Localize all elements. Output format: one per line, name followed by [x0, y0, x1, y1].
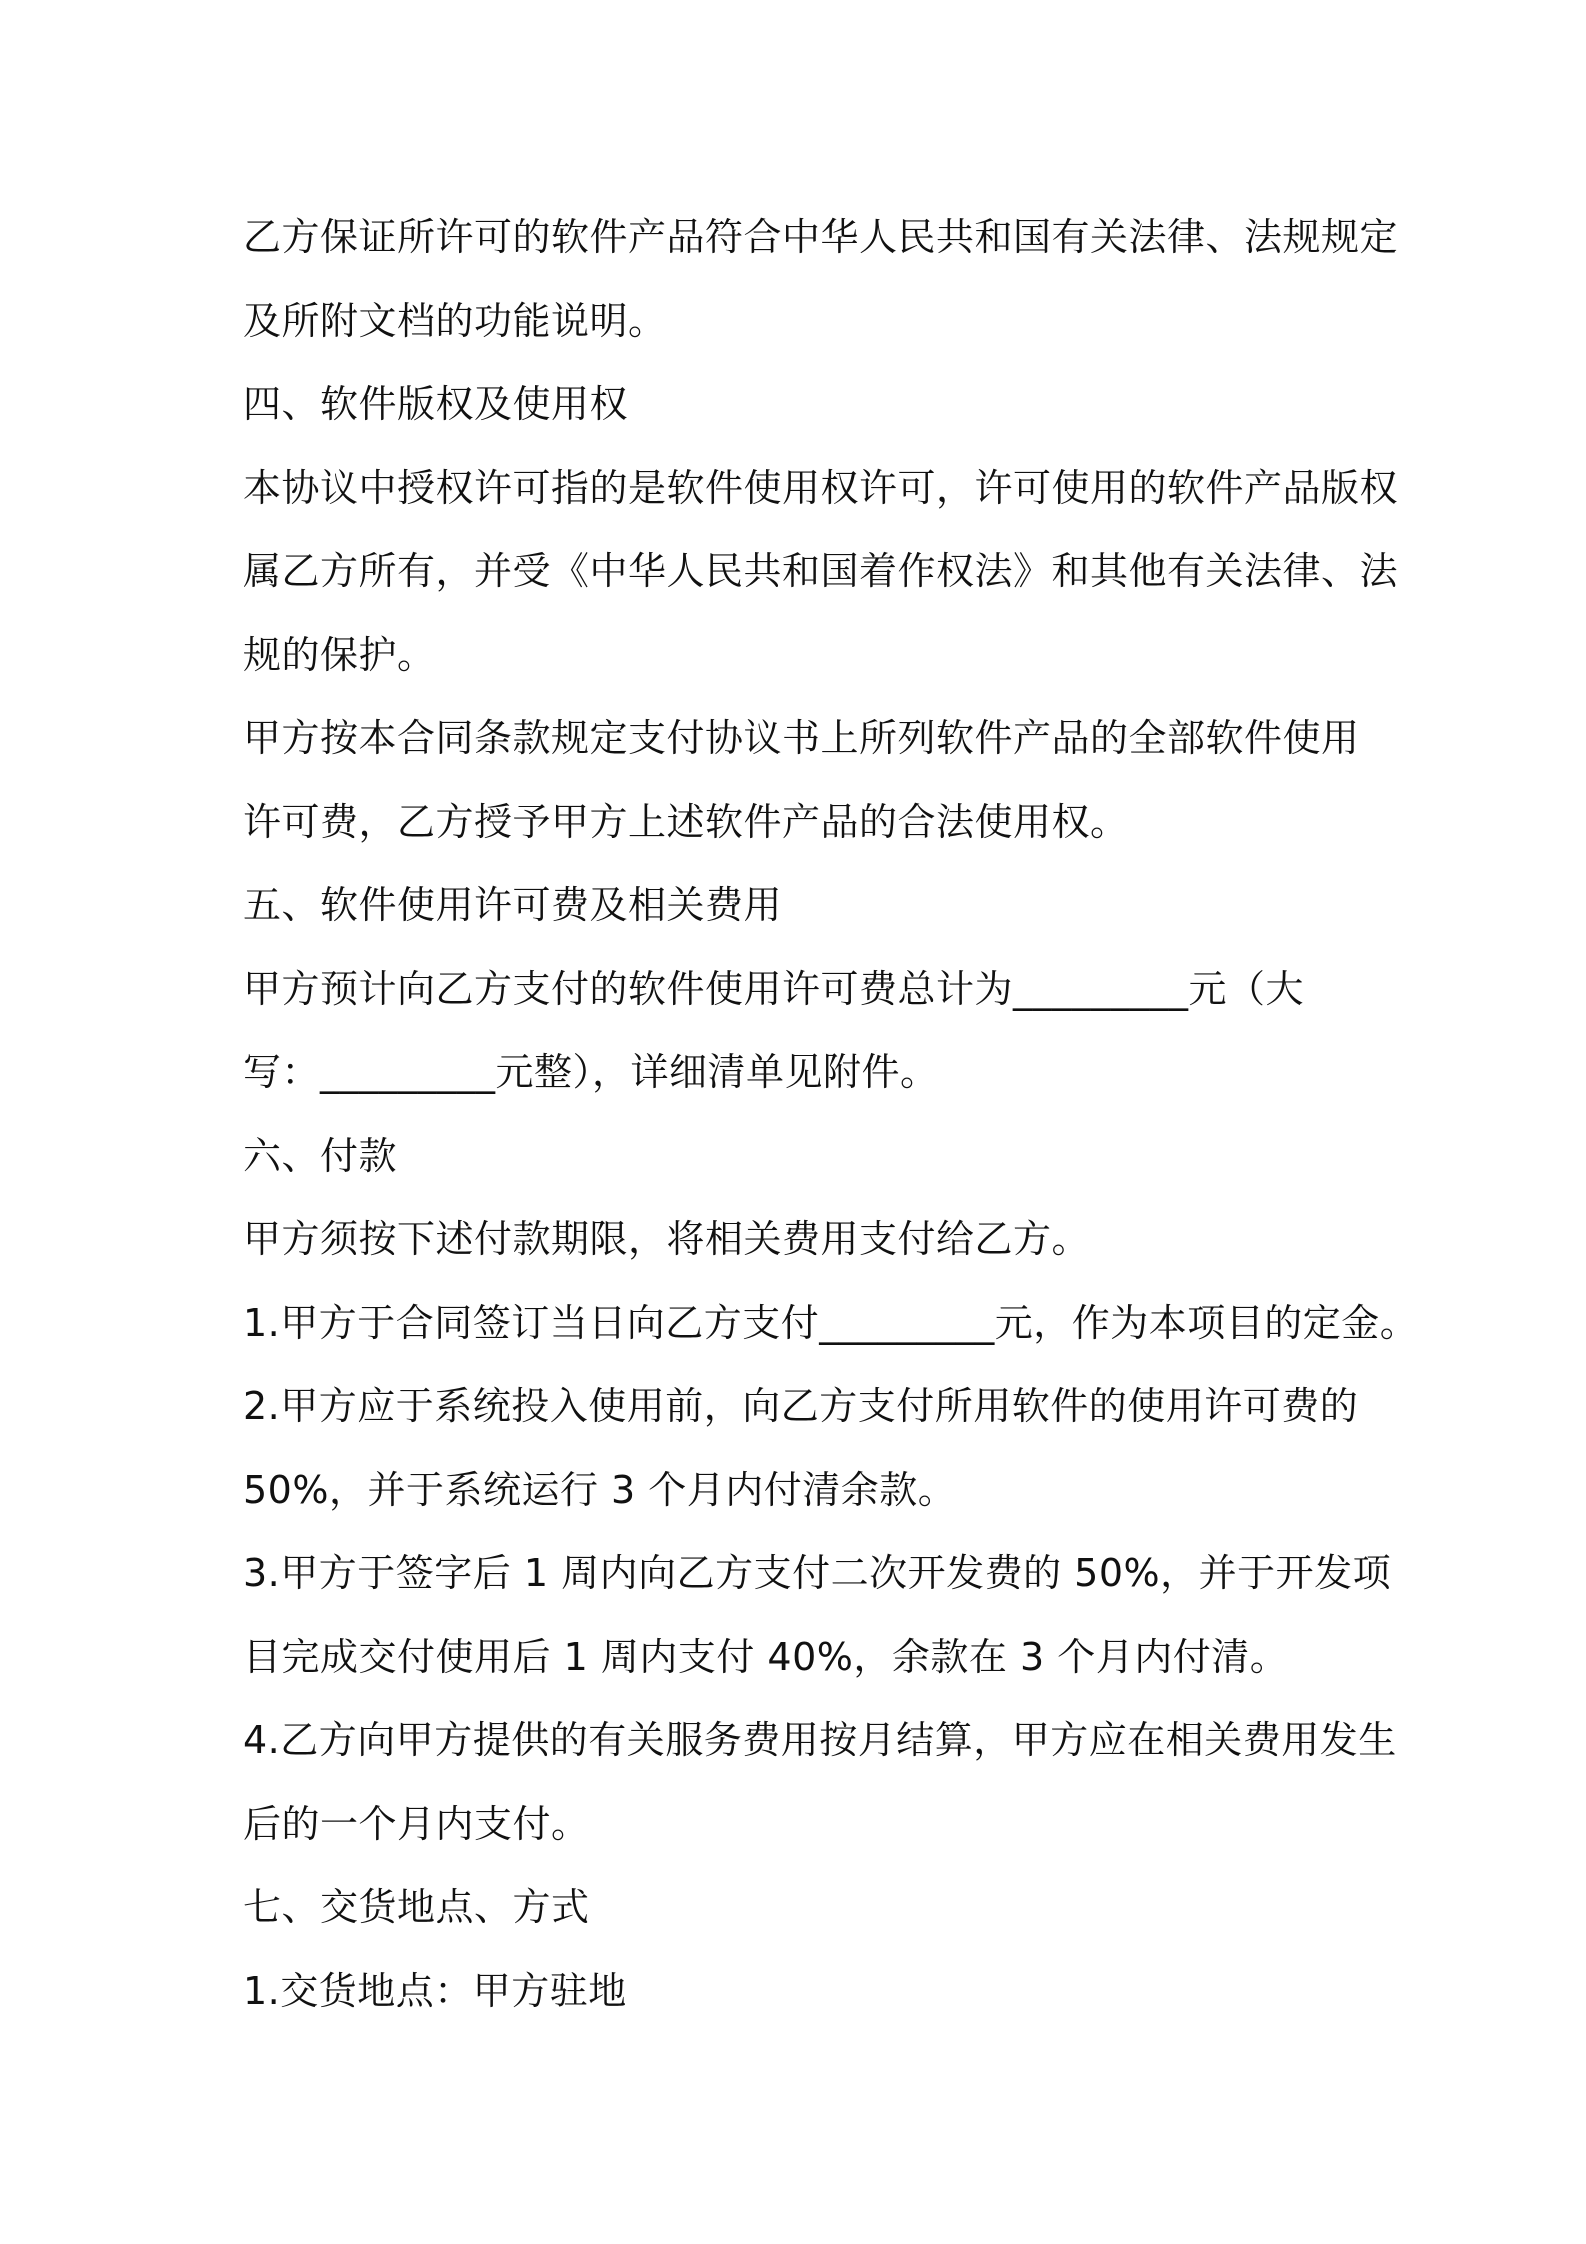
- section-heading: 五、软件使用许可费及相关费用: [243, 883, 783, 927]
- list-item: 2.甲方应于系统投入使用前，向乙方支付所用软件的使用许可费的: [243, 1384, 1359, 1428]
- paragraph-line: 规的保护。: [243, 632, 436, 677]
- paragraph-line: 许可费，乙方授予甲方上述软件产品的合法使用权。: [243, 799, 1129, 844]
- document-body: [243, 196, 1419, 2033]
- paragraph-line: 甲方按本合同条款规定支付协议书上所列软件产品的全部软件使用: [243, 716, 1360, 760]
- section-heading: 六、付款: [243, 1133, 398, 1178]
- paragraph-line: 甲方预计向乙方支付的软件使用许可费总计为_________元（大: [243, 966, 1305, 1011]
- list-item: 1.甲方于合同签订当日向乙方支付_________元，作为本项目的定金。: [243, 1300, 1419, 1345]
- list-item: 3.甲方于签字后 1 周内向乙方支付二次开发费的 50%，并于开发项: [243, 1551, 1392, 1595]
- paragraph-line: 及所附文档的功能说明。: [243, 298, 667, 343]
- paragraph-line: 50%，并于系统运行 3 个月内付清余款。: [243, 1467, 957, 1512]
- section-heading: 四、软件版权及使用权: [243, 382, 629, 426]
- list-item: 1.交货地点：甲方驻地: [243, 1968, 627, 2013]
- paragraph-line: 甲方须按下述付款期限，将相关费用支付给乙方。: [243, 1217, 1091, 1261]
- list-item: 4.乙方向甲方提供的有关服务费用按月结算，甲方应在相关费用发生: [243, 1718, 1397, 1762]
- paragraph-line: 属乙方所有，并受《中华人民共和国着作权法》和其他有关法律、法: [243, 549, 1399, 593]
- paragraph-line: 写：_________元整），详细清单见附件。: [243, 1050, 939, 1094]
- paragraph-line: 后的一个月内支付。: [243, 1801, 590, 1846]
- paragraph-line: 目完成交付使用后 1 周内支付 40%，余款在 3 个月内付清。: [243, 1634, 1289, 1679]
- paragraph-line: 本协议中授权许可指的是软件使用权许可，许可使用的软件产品版权: [243, 465, 1399, 510]
- paragraph-line: 乙方保证所许可的软件产品符合中华人民共和国有关法律、法规规定: [243, 215, 1399, 259]
- section-heading: 七、交货地点、方式: [243, 1885, 590, 1929]
